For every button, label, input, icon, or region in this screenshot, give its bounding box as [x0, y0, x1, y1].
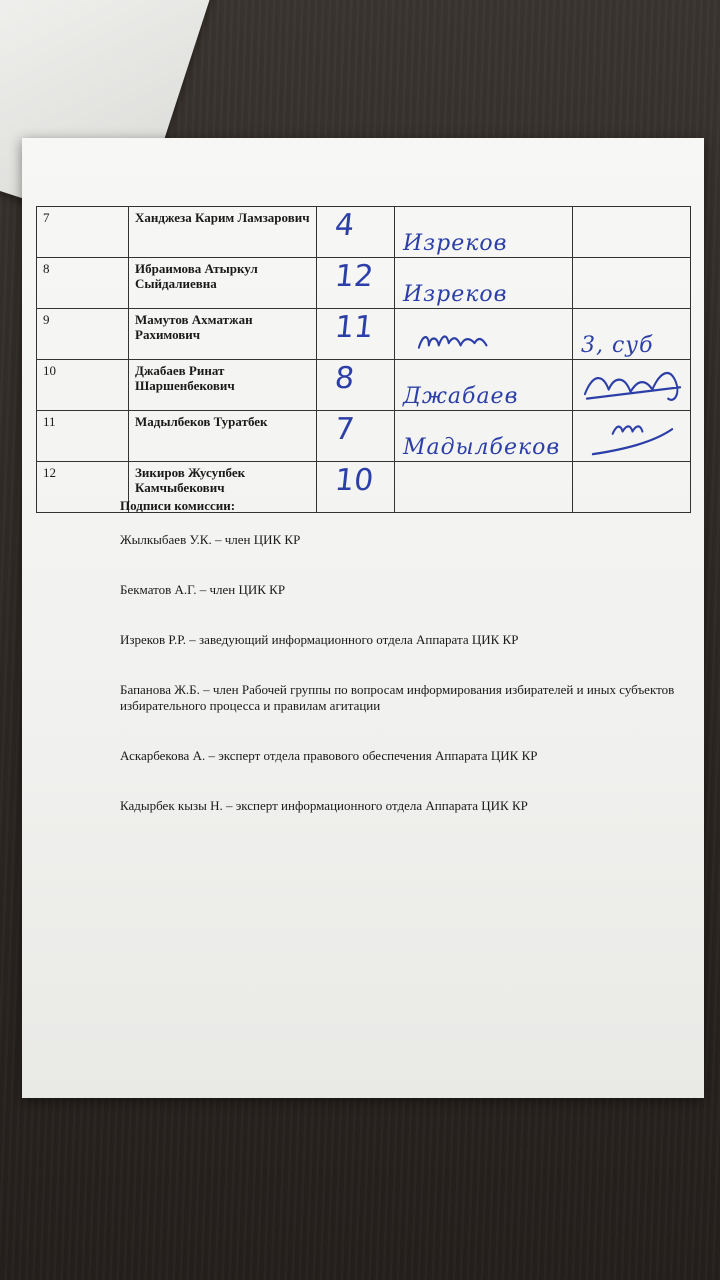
table-row: [37, 360, 691, 411]
score-cell: [317, 258, 395, 309]
commission-member: Жылкыбаев У.К. – член ЦИК КР: [120, 532, 301, 547]
row-number: 12: [37, 462, 129, 513]
commission-member: Бапанова Ж.Б. – член Рабочей группы по вопросам информирования избирателей и иных субъектов избирательного процесса и правилам агитации: [120, 682, 675, 713]
handwritten-signature: Изреков: [403, 231, 508, 256]
signature-cell-2: [573, 258, 691, 309]
handwritten-score: 7: [333, 412, 356, 447]
candidate-name: Зикиров Жусупбек Камчыбекович: [129, 462, 317, 513]
score-cell: [317, 309, 395, 360]
results-table: [36, 206, 691, 513]
row-number: 8: [37, 258, 129, 309]
row-number: 9: [37, 309, 129, 360]
document-page: [22, 138, 704, 1098]
candidate-name: Джабаев Ринат Шаршенбекович: [129, 360, 317, 411]
handwritten-score: 4: [333, 208, 356, 243]
signature-cell: [395, 309, 573, 360]
score-cell: [317, 360, 395, 411]
candidate-name: Мадылбеков Туратбек: [129, 411, 317, 462]
score-cell: [317, 411, 395, 462]
handwritten-signature: 3, суб: [581, 333, 654, 358]
handwritten-score: 11: [333, 310, 376, 345]
commission-member: Изреков Р.Р. – заведующий информационного отдела Аппарата ЦИК КР: [120, 632, 519, 647]
handwritten-score: 12: [333, 259, 376, 294]
handwritten-signature: Изреков: [403, 282, 508, 307]
signature-scribble: [395, 309, 572, 359]
row-number: 7: [37, 207, 129, 258]
table-row: [37, 258, 691, 309]
signature-cell-2: [573, 411, 691, 462]
signature-cell: [395, 207, 573, 258]
handwritten-signature: Мадылбеков: [403, 435, 561, 460]
signature-cell-2: [573, 207, 691, 258]
candidate-name: Мамутов Ахматжан Рахимович: [129, 309, 317, 360]
table-row: [37, 207, 691, 258]
row-number: 10: [37, 360, 129, 411]
signature-scribble: [573, 360, 690, 410]
table-row: [37, 411, 691, 462]
commission-heading: Подписи комиссии:: [120, 498, 236, 513]
signature-cell-2: [573, 360, 691, 411]
candidate-name: Ибраимова Атыркул Сыйдалиевна: [129, 258, 317, 309]
table-row: [37, 309, 691, 360]
handwritten-signature: Джабаев: [403, 384, 519, 409]
signature-scribble: [573, 411, 690, 461]
commission-member: Бекматов А.Г. – член ЦИК КР: [120, 582, 286, 597]
signature-cell-2: [573, 309, 691, 360]
commission-member: Кадырбек кызы Н. – эксперт информационного отдела Аппарата ЦИК КР: [120, 798, 528, 813]
commission-signatures: [120, 498, 680, 848]
handwritten-score: 10: [333, 463, 376, 498]
row-number: 11: [37, 411, 129, 462]
handwritten-score: 8: [333, 361, 356, 396]
signature-cell: [395, 360, 573, 411]
candidate-name: Ханджеза Карим Ламзарович: [129, 207, 317, 258]
signature-cell: [395, 411, 573, 462]
signature-cell: [395, 258, 573, 309]
commission-member: Аскарбекова А. – эксперт отдела правового обеспечения Аппарата ЦИК КР: [120, 748, 538, 763]
score-cell: [317, 207, 395, 258]
